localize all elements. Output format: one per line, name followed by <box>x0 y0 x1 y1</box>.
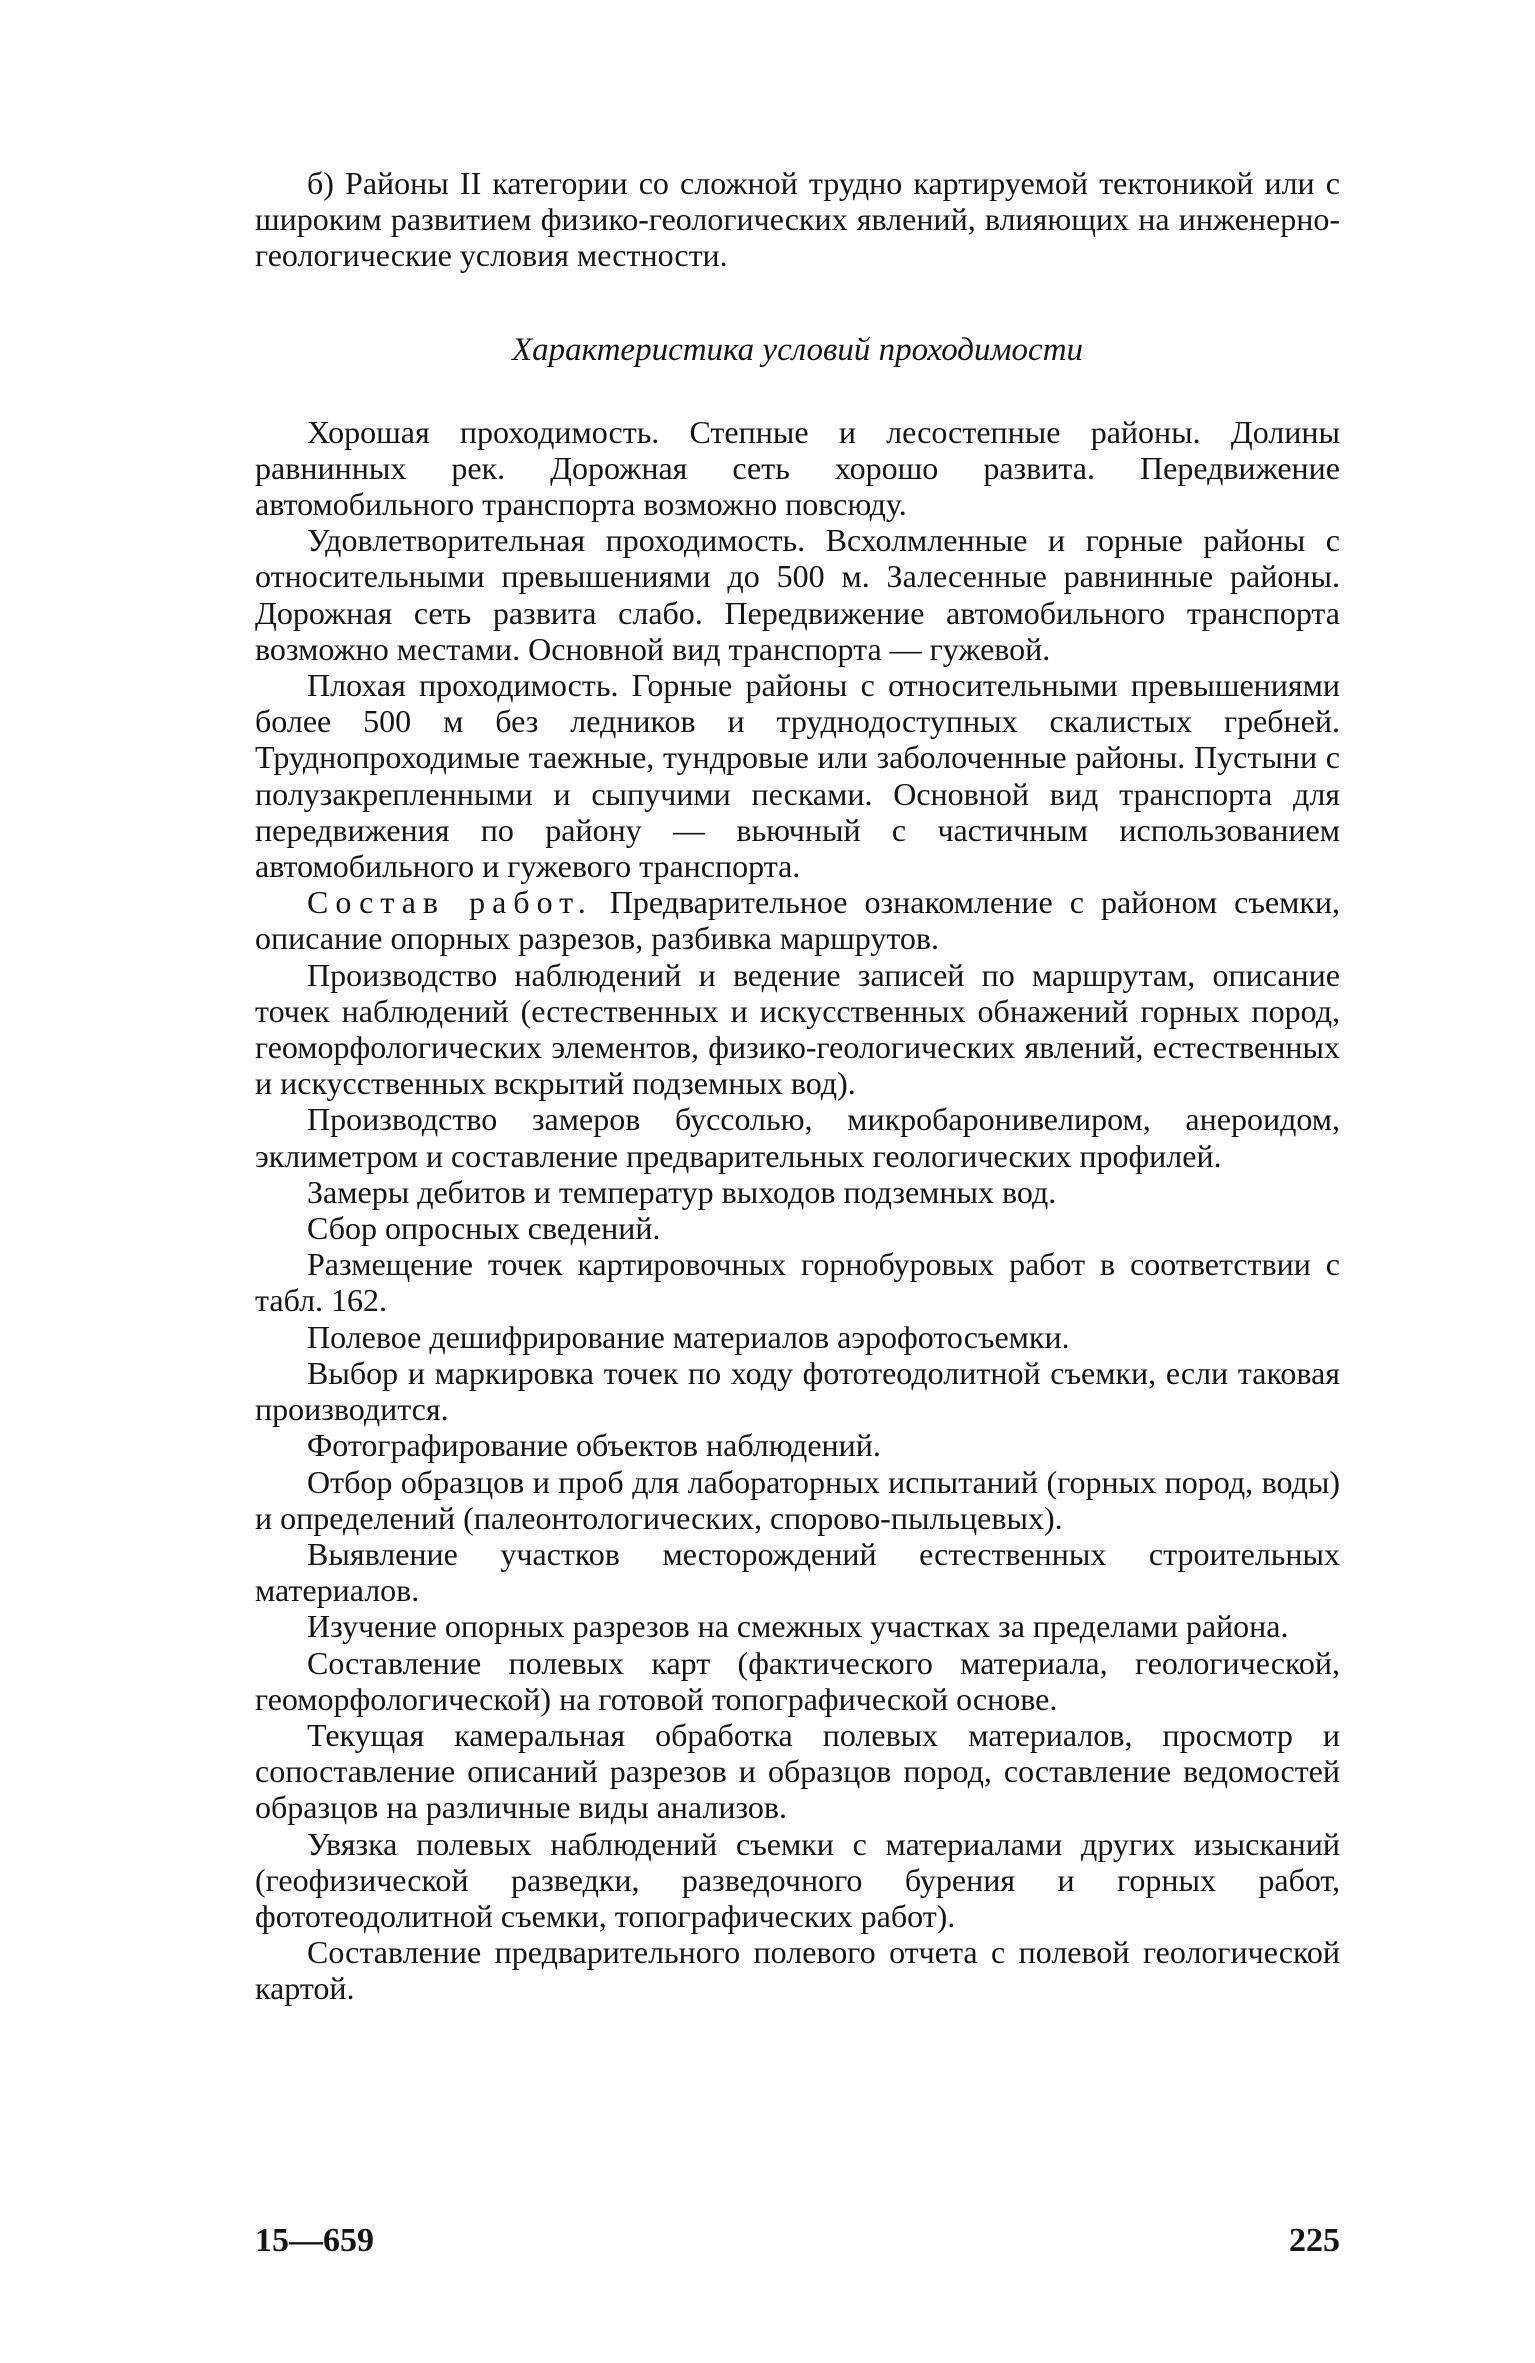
list-item: Изучение опорных разрезов на смежных участках за пределами района. <box>307 1608 1289 1645</box>
page-footer <box>255 2222 1340 2260</box>
work-composition-heading: Состав работ. <box>307 884 593 921</box>
list-item: Выявление участков месторождений естественных строительных материалов. <box>255 1535 1340 1609</box>
list-item: Замеры дебитов и температур выходов подземных вод. <box>307 1173 1057 1210</box>
list-item: Составление полевых карт (фактического материала, геологической, геоморфологической) на готовой топографической основе. <box>255 1644 1340 1717</box>
page-number: 225 <box>1289 2222 1340 2259</box>
printer-signature: 15—659 <box>255 2222 374 2259</box>
list-item: Выбор и маркировка точек по ходу фототеодолитной съемки, если таковая производится. <box>255 1354 1340 1428</box>
paragraph-good-passability: Хорошая проходимость. Степные и лесостепные районы. Долины равнинных рек. Дорожная сеть хорошо развита. Передвижение автомобильного транспорта возможно повсюду. <box>255 413 1340 523</box>
list-item: Производство наблюдений и ведение записей по маршрутам, описание точек наблюдений (естественных и искусственных обнажений горных пород, геоморфологических элементов, физико-геологических явлений, естественных и искусственных вскрытий подземных вод). <box>255 956 1340 1102</box>
list-item: Размещение точек картировочных горнобуровых работ в соответствии с табл. 162. <box>255 1246 1340 1319</box>
list-item: Сбор опросных сведений. <box>307 1210 661 1247</box>
intro-paragraph: б) Районы II категории со сложной трудно картируемой тектоникой или с широким развитием физико-геологических явлений, влияющих на инженерно-геологические условия местности. <box>255 165 1340 274</box>
list-item: Увязка полевых наблюдений съемки с материалами других изысканий (геофизической разведки, разведочного бурения и горных работ, фототеодолитной съемки, топографических работ). <box>255 1825 1340 1934</box>
page-body <box>255 165 1340 2007</box>
list-item: Полевое дешифрирование материалов аэрофотосъемки. <box>307 1318 1070 1355</box>
work-composition-text: Предварительное ознакомление с районом съемки, описание опорных разрезов, разбивка маршрутов. <box>255 884 1341 957</box>
list-item: Составление предварительного полевого отчета с полевой геологической картой. <box>255 1934 1340 2007</box>
list-item: Фотографирование объектов наблюдений. <box>307 1427 881 1464</box>
section-title: Характеристика условий проходимости <box>511 331 1084 368</box>
work-composition-paragraph <box>255 884 1340 956</box>
list-item: Отбор образцов и проб для лабораторных испытаний (горных пород, воды) и определений (палеонтологических, спорово-пыльцевых). <box>255 1463 1340 1536</box>
list-item: Текущая камеральная обработка полевых материалов, просмотр и сопоставление описаний разрезов и образцов пород, составление ведомостей образцов на различные виды анализов. <box>255 1716 1340 1826</box>
paragraph-poor-passability: Плохая проходимость. Горные районы с относительными превышениями более 500 м без ледников и труднодоступных скалистых гребней. Труднопроходимые таежные, тундровые или заболоченные районы. Пустыни с полузакрепленными и сыпучими песками. Основной вид транспорта для передвижения по району — вьючный с частичным использованием автомобильного и гужевого транспорта. <box>255 667 1340 885</box>
paragraph-satisfactory-passability: Удовлетворительная проходимость. Всхолмленные и горные районы с относительными превышениями до 500 м. Залесенные равнинные районы. Дорожная сеть развита слабо. Передвижение автомобильного транспорта возможно местами. Основной вид транспорта — гужевой. <box>255 522 1340 667</box>
list-item: Производство замеров буссолью, микробаронивелиром, анероидом, эклиметром и составление предварительных геологических профилей. <box>255 1101 1340 1174</box>
